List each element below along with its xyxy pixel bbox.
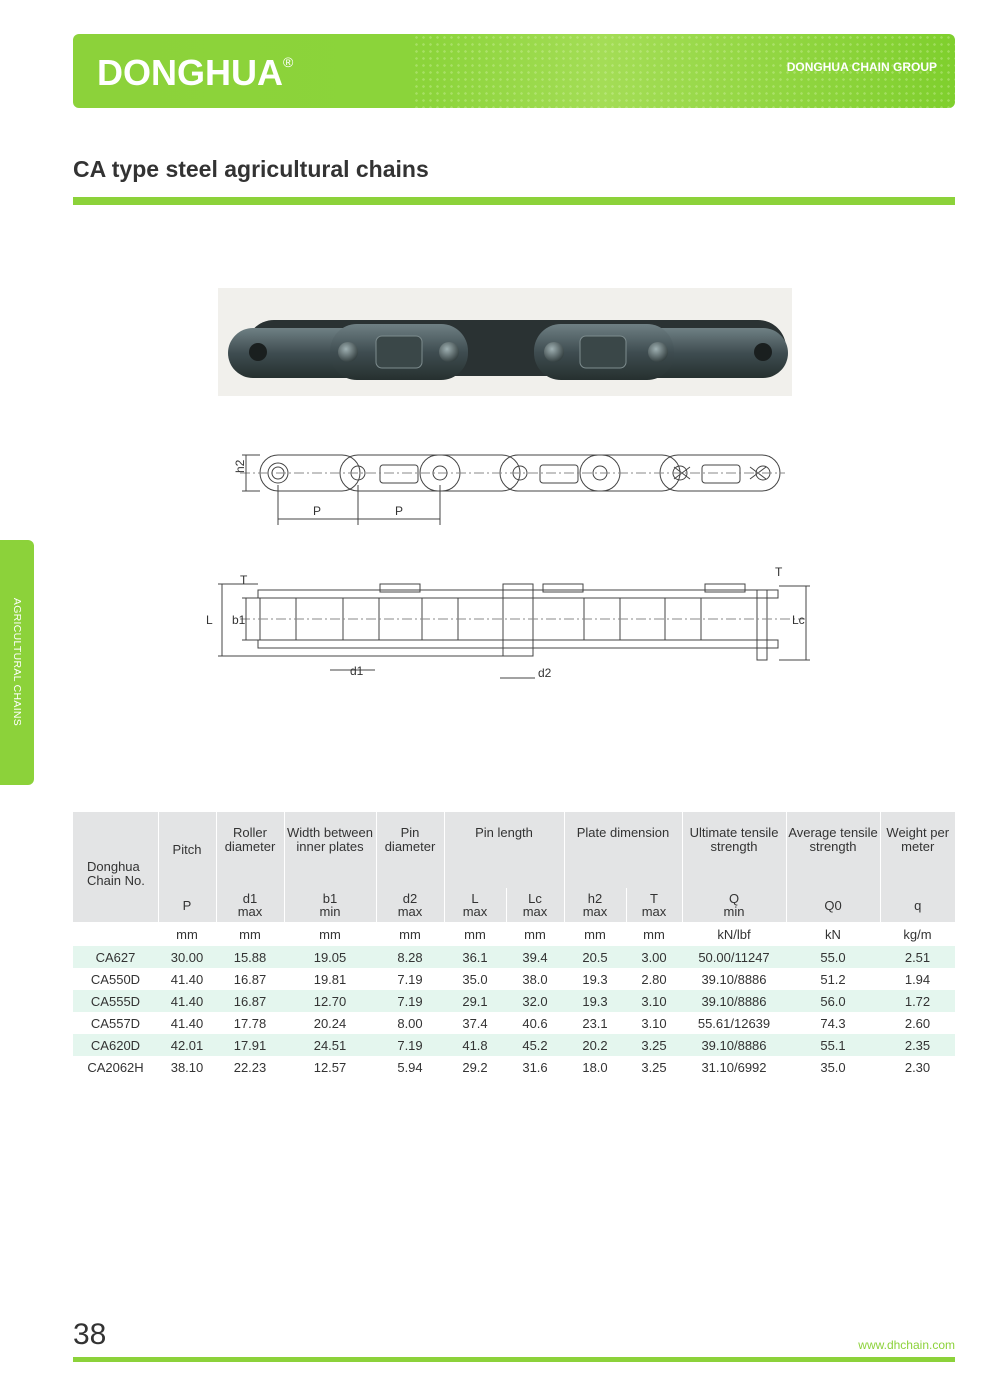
value-cell: 8.00 <box>376 1012 444 1034</box>
header-banner <box>73 34 955 108</box>
unit-cell: mm <box>284 922 376 946</box>
top-view-drawing <box>220 445 790 530</box>
value-cell: 51.2 <box>786 968 880 990</box>
unit-cell: mm <box>216 922 284 946</box>
value-cell: 30.00 <box>158 946 216 968</box>
attachment <box>705 584 745 592</box>
header-plate: Plate dimension <box>564 812 682 888</box>
value-cell: 39.10/8886 <box>682 990 786 1012</box>
table-row <box>73 1056 955 1078</box>
dim-label-T: T <box>775 565 783 579</box>
pin-head <box>338 342 358 362</box>
value-cell: 45.2 <box>506 1034 564 1056</box>
symbol-Lc: Lc max <box>506 888 564 922</box>
unit-cell: mm <box>158 922 216 946</box>
value-cell: 35.0 <box>444 968 506 990</box>
header-width: Width between inner plates <box>284 812 376 888</box>
value-cell: 36.1 <box>444 946 506 968</box>
dim-label-h2: h2 <box>233 459 247 473</box>
footer-divider <box>73 1357 955 1362</box>
value-cell: 38.10 <box>158 1056 216 1078</box>
value-cell: 1.94 <box>880 968 955 990</box>
value-cell: 22.23 <box>216 1056 284 1078</box>
dim-label-Lc: Lc <box>792 613 805 627</box>
table-units-row <box>73 922 955 946</box>
bottom-plates <box>258 640 778 648</box>
unit-cell: kg/m <box>880 922 955 946</box>
chain-no-cell: CA550D <box>73 968 158 990</box>
value-cell: 29.2 <box>444 1056 506 1078</box>
value-cell: 55.0 <box>786 946 880 968</box>
attachment-slot <box>380 465 418 483</box>
value-cell: 37.4 <box>444 1012 506 1034</box>
table-row <box>73 946 955 968</box>
dim-label-d2: d2 <box>538 666 552 680</box>
value-cell: 7.19 <box>376 990 444 1012</box>
chain-no-cell: CA557D <box>73 1012 158 1034</box>
value-cell: 2.35 <box>880 1034 955 1056</box>
value-cell: 19.81 <box>284 968 376 990</box>
value-cell: 20.5 <box>564 946 626 968</box>
value-cell: 15.88 <box>216 946 284 968</box>
value-cell: 3.10 <box>626 1012 682 1034</box>
top-plates <box>258 590 778 598</box>
chain-no-cell: CA620D <box>73 1034 158 1056</box>
value-cell: 39.10/8886 <box>682 1034 786 1056</box>
value-cell: 17.91 <box>216 1034 284 1056</box>
table-header-row <box>73 812 955 888</box>
value-cell: 38.0 <box>506 968 564 990</box>
value-cell: 12.57 <box>284 1056 376 1078</box>
pin-head <box>439 342 459 362</box>
value-cell: 24.51 <box>284 1034 376 1056</box>
value-cell: 35.0 <box>786 1056 880 1078</box>
value-cell: 1.72 <box>880 990 955 1012</box>
header-roller: Roller diameter <box>216 812 284 888</box>
table-row <box>73 1034 955 1056</box>
dim-label-T: T <box>240 573 248 587</box>
value-cell: 20.24 <box>284 1012 376 1034</box>
pin-head <box>544 342 564 362</box>
chain-no-cell: CA627 <box>73 946 158 968</box>
symbol-L: L max <box>444 888 506 922</box>
dim-label-pitch: P <box>395 504 404 518</box>
symbol-b1: b1 min <box>284 888 376 922</box>
value-cell: 56.0 <box>786 990 880 1012</box>
page-number: 38 <box>73 1318 107 1351</box>
unit-cell: mm <box>444 922 506 946</box>
dim-label-b1: b1 <box>232 613 246 627</box>
header-pin-length: Pin length <box>444 812 564 888</box>
symbol-T: T max <box>626 888 682 922</box>
value-cell: 2.30 <box>880 1056 955 1078</box>
value-cell: 2.60 <box>880 1012 955 1034</box>
value-cell: 5.94 <box>376 1056 444 1078</box>
value-cell: 55.1 <box>786 1034 880 1056</box>
table-row <box>73 968 955 990</box>
value-cell: 16.87 <box>216 990 284 1012</box>
chain-photo-drawing <box>218 288 792 396</box>
value-cell: 32.0 <box>506 990 564 1012</box>
value-cell: 41.40 <box>158 1012 216 1034</box>
value-cell: 50.00/11247 <box>682 946 786 968</box>
unit-cell: mm <box>626 922 682 946</box>
spec-table <box>73 812 955 1078</box>
chain-no-cell: CA555D <box>73 990 158 1012</box>
symbol-d1: d1 max <box>216 888 284 922</box>
symbol-P: P <box>158 888 216 922</box>
header-weight: Weight per meter <box>880 812 955 888</box>
header-pin-diameter: Pin diameter <box>376 812 444 888</box>
value-cell: 2.80 <box>626 968 682 990</box>
dim-label-d1: d1 <box>350 664 364 678</box>
attachment <box>543 584 583 592</box>
symbol-Q: Q min <box>682 888 786 922</box>
side-section-tab <box>0 540 34 785</box>
value-cell: 74.3 <box>786 1012 880 1034</box>
value-cell: 42.01 <box>158 1034 216 1056</box>
pin-head <box>648 342 668 362</box>
unit-cell: mm <box>564 922 626 946</box>
value-cell: 7.19 <box>376 968 444 990</box>
unit-cell: mm <box>376 922 444 946</box>
table-row <box>73 990 955 1012</box>
value-cell: 12.70 <box>284 990 376 1012</box>
dim-label-pitch: P <box>313 504 322 518</box>
value-cell: 2.51 <box>880 946 955 968</box>
value-cell: 7.19 <box>376 1034 444 1056</box>
value-cell: 20.2 <box>564 1034 626 1056</box>
value-cell: 41.40 <box>158 968 216 990</box>
value-cell: 41.40 <box>158 990 216 1012</box>
attachment-slot <box>540 465 578 483</box>
value-cell: 16.87 <box>216 968 284 990</box>
unit-cell: mm <box>506 922 564 946</box>
dim-label-L: L <box>206 613 213 627</box>
value-cell: 19.3 <box>564 990 626 1012</box>
chain-no-cell: CA2062H <box>73 1056 158 1078</box>
value-cell: 3.00 <box>626 946 682 968</box>
value-cell: 29.1 <box>444 990 506 1012</box>
header-chain-no: Donghua Chain No. <box>87 859 145 888</box>
side-view-drawing <box>200 560 820 685</box>
value-cell: 31.10/6992 <box>682 1056 786 1078</box>
unit-cell: kN/lbf <box>682 922 786 946</box>
symbol-d2: d2 max <box>376 888 444 922</box>
value-cell: 40.6 <box>506 1012 564 1034</box>
attachment-2 <box>580 336 626 368</box>
value-cell: 19.3 <box>564 968 626 990</box>
units-spacer <box>73 922 158 946</box>
attachment-1 <box>376 336 422 368</box>
pin-hole-right <box>754 343 772 361</box>
pin-end <box>757 590 767 660</box>
value-cell: 8.28 <box>376 946 444 968</box>
value-cell: 39.4 <box>506 946 564 968</box>
header-avg: Average tensile strength <box>786 812 880 888</box>
value-cell: 41.8 <box>444 1034 506 1056</box>
symbol-Q0: Q0 <box>786 888 880 922</box>
value-cell: 31.6 <box>506 1056 564 1078</box>
brand-logo: DONGHUA® <box>97 52 294 93</box>
value-cell: 3.25 <box>626 1056 682 1078</box>
group-name: DONGHUA CHAIN GROUP <box>786 60 937 74</box>
attachment-slot <box>702 465 740 483</box>
value-cell: 17.78 <box>216 1012 284 1034</box>
value-cell: 18.0 <box>564 1056 626 1078</box>
unit-cell: kN <box>786 922 880 946</box>
symbol-q: q <box>880 888 955 922</box>
value-cell: 3.10 <box>626 990 682 1012</box>
page-title: CA type steel agricultural chains <box>73 156 429 182</box>
value-cell: 39.10/8886 <box>682 968 786 990</box>
pin-hole-left <box>249 343 267 361</box>
table-symbol-row <box>73 888 955 922</box>
title-divider <box>73 197 955 205</box>
value-cell: 3.25 <box>626 1034 682 1056</box>
header-uts: Ultimate tensile strength <box>682 812 786 888</box>
side-tab-label: AGRICULTURAL CHAINS <box>11 597 23 727</box>
header-pitch: Pitch <box>158 812 216 888</box>
value-cell: 23.1 <box>564 1012 626 1034</box>
value-cell: 55.61/12639 <box>682 1012 786 1034</box>
attachment <box>380 584 420 592</box>
symbol-h2: h2 max <box>564 888 626 922</box>
chain-photo <box>218 288 792 396</box>
table-row <box>73 1012 955 1034</box>
value-cell: 19.05 <box>284 946 376 968</box>
table-body <box>73 946 955 1078</box>
connecting-link <box>503 584 533 656</box>
website-url: www.dhchain.com <box>858 1338 955 1352</box>
